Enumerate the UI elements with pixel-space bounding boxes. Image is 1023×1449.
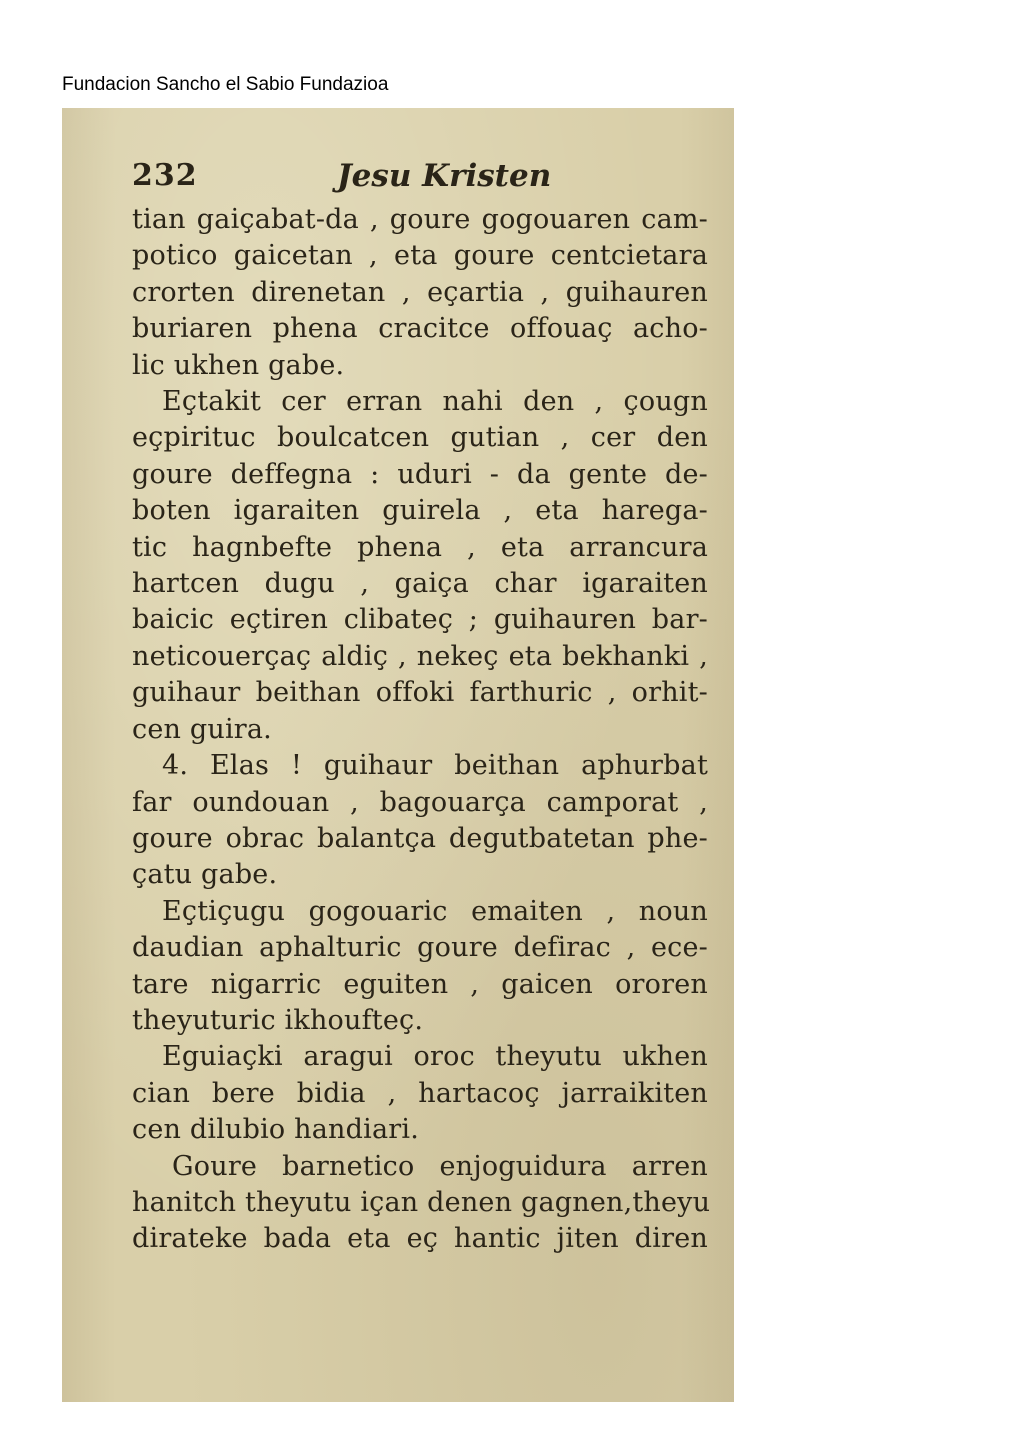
text-line: lic ukhen gabe. [132,349,345,381]
header-caption: Fundacion Sancho el Sabio Fundazioa [62,74,389,95]
text-line: eçpirituc boulcatcen gutian , cer den [132,422,708,454]
text-line: baicic eçtiren clibateç ; guihauren bar- [132,604,708,636]
text-line: cian bere bidia , hartacoç jarraikiten [132,1077,708,1109]
text-line: tian gaiçabat-da , goure gogouaren cam- [132,204,708,235]
text-line: potico gaicetan , eta goure centcietara [132,240,708,272]
text-line: tic hagnbefte phena , eta arrancura [132,531,708,563]
text-line: tare nigarric eguiten , gaicen ororen [132,968,708,1000]
text-line: 4. Elas ! guihaur beithan aphurbat [162,750,708,782]
text-line: neticouerçaç aldiç , nekeç eta bekhanki , [132,640,708,672]
page-text [132,158,711,1258]
text-line: Eçtiçugu gogouaric emaiten , noun [162,895,708,927]
text-line: guihaur beithan offoki farthuric , orhit- [132,677,708,709]
text-line: dirateke bada eta eç hantic jiten diren [132,1223,708,1255]
running-title: Jesu Kristen [337,158,552,194]
text-line: hartcen dugu , gaiça char igaraiten [132,568,708,600]
text-line: far oundouan , bagouarça camporat , [132,786,708,818]
text-line: crorten direnetan , eçartia , guihauren [132,276,708,308]
body-text [132,202,711,1258]
running-head [132,158,708,202]
text-line: boten igaraiten guirela , eta harega- [132,495,708,527]
text-line: Eçtakit cer erran nahi den , çougn [162,386,708,418]
text-line: cen guira. [132,713,272,745]
text-line: theyuturic ikhoufteç. [132,1004,424,1036]
text-line: Eguiaçki aragui oroc theyutu ukhen [162,1041,708,1073]
text-line: çatu gabe. [132,859,278,891]
text-line: buriaren phena cracitce offouaç acho- [132,313,708,345]
text-line: Goure barnetico enjoguidura arren [172,1150,708,1182]
page-number: 232 [132,158,198,193]
text-line: daudian aphalturic goure defirac , ece- [132,932,708,964]
text-line: goure deffegna : uduri - da gente de- [132,458,708,490]
scanned-page [62,108,734,1402]
text-line: hanitch theyutu içan denen gagnen,theyu [132,1186,711,1218]
text-line: goure obrac balantça degutbatetan phe- [132,822,708,854]
text-line: cen dilubio handiari. [132,1114,419,1146]
